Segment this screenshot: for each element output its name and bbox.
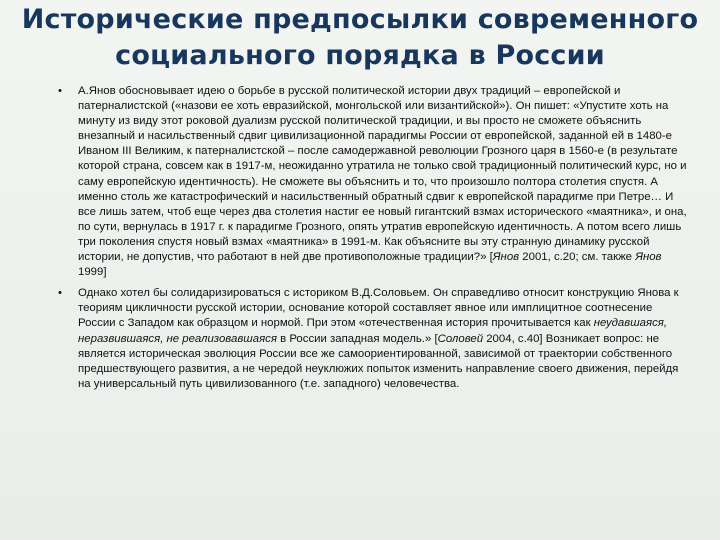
paragraph-1	[58, 84, 688, 280]
bullet-icon: •	[58, 287, 62, 300]
paragraph-2	[58, 286, 688, 392]
italic-run: Соловей	[437, 332, 484, 345]
italic-run: Янов	[492, 251, 520, 264]
text-run: 2004, с.40] Возникает вопрос: не является историческая эволюция России все же самоориентированной, зависимой от траектории собственного предшествующего развития, а не чередой неуклюжих попыток изменить направление своего движения, перейдя на универсальный путь цивилизованного (т.е. западного) человечества.	[78, 332, 679, 390]
paragraph-text	[78, 287, 679, 390]
text-run: 1999]	[78, 266, 107, 279]
slide-title: Исторические предпосылки современного социального порядка в России	[21, 4, 699, 71]
text-run: 2001, с.20; см. также	[519, 251, 636, 264]
paragraph-text	[78, 85, 687, 278]
italic-run: Янов	[635, 251, 662, 264]
italic-run: неудавшаяся, неразвившаяся, не реализовавшаяся	[78, 317, 668, 345]
slide-body	[58, 84, 688, 398]
bullet-icon: •	[58, 85, 62, 97]
text-run: А.Янов обосновывает идею о борьбе в русской политической истории двух традиций – европейской и патерналистской («назови ее хоть евразийской, монгольской или византийской»). Он пишет: «Упустите хоть на минуту из виду этот роковой дуализм русской политической традиции, и вы просто не сможете объяснить внезапный и насильственный сдвиг цивилизационной парадигмы России от европейской, заданной ей в 1480-е Иваном III Великим, к патерналистской – после самодержавной революции Грозного царя в 1560-е (в результате которой страна, совсем как в 1917-м, неожиданно утратила не только свой традиционный политический курс, но и саму европейскую идентичность). Не сможете вы объяснить и то, что произошло полтора столетия спустя. А именно столь же катастрофический и насильственный обратный сдвиг к европейской парадигме при Петре… И все лишь затем, чтоб еще через два столетия настиг ее новый гигантский взмах исторического «маятника», и она, по сути, вернулась в 1917 г. к парадигме Грозного, опять утратив европейскую идентичность. А потом всего лишь три поколения спустя новый взмах «маятника» в 1991-м. Как объясните вы эту странную динамику русской истории, не допустив, что работают в ней две противоположные традиции?» [	[78, 85, 687, 264]
text-run: в России западная модель.» [	[276, 332, 438, 345]
text-run: Однако хотел бы солидаризироваться с историком В.Д.Соловьем. Он справедливо относит конструкцию Янова к теориям цикличности русской истории, основание которой составляет явное или имплицитное соотнесение России с Западом как образцом и нормой. При этом «отечественная история прочитывается как	[78, 287, 679, 330]
